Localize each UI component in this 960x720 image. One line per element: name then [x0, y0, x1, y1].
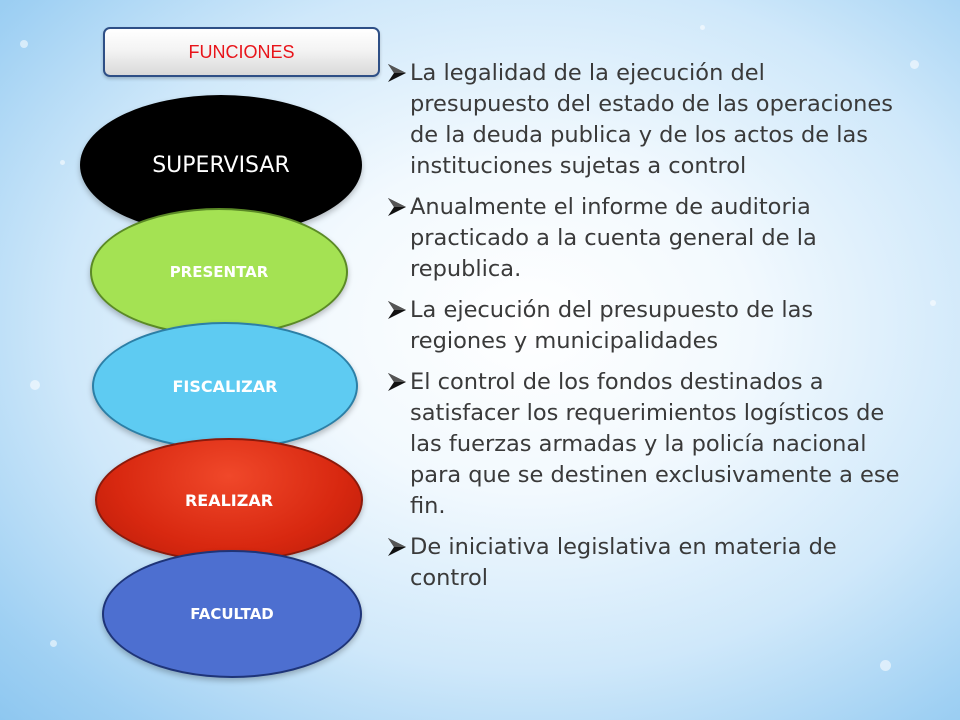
background-sparkle: [30, 380, 40, 390]
arrow-bullet-icon: [386, 371, 408, 393]
list-item: [386, 367, 906, 522]
background-sparkle: [880, 660, 891, 671]
arrow-bullet-icon: [386, 62, 408, 84]
background-sparkle: [930, 300, 936, 306]
function-label: SUPERVISAR: [152, 152, 290, 178]
arrow-bullet-icon: [386, 299, 408, 321]
bullet-text: Anualmente el informe de auditoria practicado a la cuenta general de la republica.: [410, 194, 817, 282]
list-item: [386, 58, 906, 182]
function-realizar: [95, 438, 363, 562]
function-label: REALIZAR: [184, 490, 274, 510]
list-item: [386, 295, 906, 357]
arrow-bullet-icon: [386, 536, 408, 558]
title-label: FUNCIONES: [188, 41, 295, 62]
function-presentar: [90, 208, 348, 336]
bullet-text: De iniciativa legislativa en materia de control: [410, 534, 837, 591]
background-sparkle: [700, 25, 705, 30]
background-sparkle: [910, 60, 919, 69]
function-label: FISCALIZAR: [172, 376, 278, 396]
function-facultad: [102, 550, 362, 678]
bullet-text: La legalidad de la ejecución del presupuesto del estado de las operaciones de la deuda publica y de los actos de las instituciones sujetas a control: [410, 60, 893, 179]
list-item: [386, 532, 906, 594]
function-fiscalizar: [92, 322, 358, 450]
list-item: [386, 192, 906, 285]
background-sparkle: [50, 640, 57, 647]
background-sparkle: [20, 40, 28, 48]
background-sparkle: [60, 160, 65, 165]
bullet-text: El control de los fondos destinados a satisfacer los requerimientos logísticos de las fuerzas armadas y la policía nacional para que se destinen exclusivamente a ese fin.: [410, 369, 900, 519]
bullet-list: [386, 58, 906, 604]
function-label: PRESENTAR: [169, 263, 269, 281]
arrow-bullet-icon: [386, 196, 408, 218]
function-label: FACULTAD: [190, 605, 274, 623]
title-box: [103, 27, 380, 77]
bullet-text: La ejecución del presupuesto de las regiones y municipalidades: [410, 297, 814, 354]
